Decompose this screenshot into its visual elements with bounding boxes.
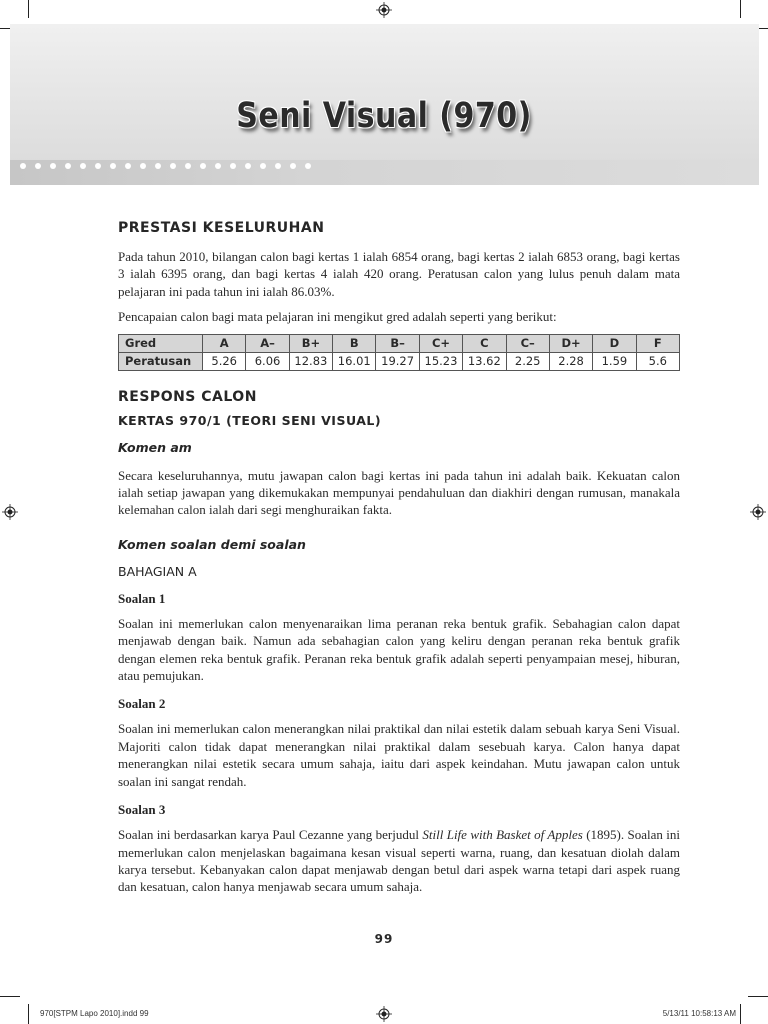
grade-cell: D xyxy=(593,334,636,352)
crop-mark xyxy=(740,0,741,18)
percentage-cell: 5.26 xyxy=(203,352,246,370)
percentage-row xyxy=(119,352,680,370)
grade-cell: C– xyxy=(506,334,549,352)
percentage-cell: 1.59 xyxy=(593,352,636,370)
paragraph-overview: Pada tahun 2010, bilangan calon bagi kertas 1 ialah 6854 orang, bagi kertas 2 ialah 6853 orang, bagi kertas 3 ialah 6395 orang, dan bagi kertas 4 ialah 420 orang. Peratusan calon yang lulus penuh dalam mata pelajaran ini pada tahun ini ialah 86.03%. xyxy=(118,249,680,299)
percentage-cell: 15.23 xyxy=(419,352,462,370)
grade-cell: C xyxy=(463,334,506,352)
percentage-cell: 5.6 xyxy=(636,352,679,370)
soalan-3-heading: Soalan 3 xyxy=(118,802,166,818)
crop-mark xyxy=(28,1004,29,1024)
percentage-cell: 12.83 xyxy=(289,352,332,370)
soalan-3-text-pre: Soalan ini berdasarkan karya Paul Cezanne yang berjudul xyxy=(118,827,423,843)
percentage-cell: 2.28 xyxy=(549,352,592,370)
crop-mark xyxy=(740,1004,741,1024)
slug-filename: 970[STPM Lapo 2010].indd 99 xyxy=(40,1009,149,1018)
grade-cell: B+ xyxy=(289,334,332,352)
soalan-3-text-post: (1895). Soalan ini memerlukan calon menjelaskan bagaimana kesan visual seperti warna, ruang, dan kesatuan diolah dalam karya tersebut. Kebanyakan calon dapat menjawab dengan betul dari aspek warna tetapi dari aspek ruang dan kesatuan, calon hanya menjawab secara umum sahaja. xyxy=(118,827,681,895)
crop-mark xyxy=(748,996,768,997)
grade-cell: A– xyxy=(246,334,289,352)
komen-am-heading: Komen am xyxy=(118,439,192,455)
paper-subheading: KERTAS 970/1 (TEORI SENI VISUAL) xyxy=(118,412,382,428)
crop-mark xyxy=(0,996,20,997)
page-number: 99 xyxy=(374,932,394,946)
grade-cell: F xyxy=(636,334,679,352)
registration-mark-icon xyxy=(750,504,766,520)
percentage-cell: 13.62 xyxy=(463,352,506,370)
slug-timestamp: 5/13/11 10:58:13 AM xyxy=(662,1009,736,1018)
grade-row xyxy=(119,334,680,352)
paragraph-soalan-2: Soalan ini memerlukan calon menerangkan nilai praktikal dan nilai estetik dalam sebuah karya Seni Visual. Majoriti calon tidak dapat menerangkan nilai praktikal dalam sesebuah karya. Calon hanya dapat menerangkan nilai estetik secara umum sahaja, iaitu dari aspek keindahan. Mutu jawapan calon untuk soalan ini sangat rendah. xyxy=(118,721,680,789)
grade-table xyxy=(118,334,680,371)
grade-cell: A xyxy=(203,334,246,352)
percentage-cell: 2.25 xyxy=(506,352,549,370)
registration-mark-icon xyxy=(2,504,18,520)
crop-mark xyxy=(28,0,29,18)
grade-cell: D+ xyxy=(549,334,592,352)
percentage-row-label: Peratusan xyxy=(119,352,203,370)
grade-cell: B– xyxy=(376,334,419,352)
artwork-title: Still Life with Basket of Apples xyxy=(422,827,583,843)
paragraph-komen-am: Secara keseluruhannya, mutu jawapan calon bagi kertas ini pada tahun ini adalah baik. Kekuatan calon ialah setiap jawapan yang dikemukakan mempunyai pendahuluan dan diakhiri dengan rumusan, manakala kelemahan calon ialah dari segi menghuraikan fakta. xyxy=(118,467,680,518)
registration-mark-icon xyxy=(376,1006,392,1022)
main-content xyxy=(118,220,680,896)
banner-dots xyxy=(20,163,311,169)
percentage-cell: 16.01 xyxy=(333,352,376,370)
grade-cell: C+ xyxy=(419,334,462,352)
registration-mark-icon xyxy=(376,2,392,18)
section-heading-prestasi: PRESTASI KESELURUHAN xyxy=(118,220,325,236)
soalan-1-heading: Soalan 1 xyxy=(118,590,166,606)
bahagian-heading: BAHAGIAN A xyxy=(118,563,197,579)
soalan-2-heading: Soalan 2 xyxy=(118,696,166,712)
page-title: Seni Visual (970) xyxy=(236,96,532,136)
percentage-cell: 19.27 xyxy=(376,352,419,370)
section-heading-respons: RESPONS CALON xyxy=(118,388,257,405)
paragraph-soalan-1: Soalan ini memerlukan calon menyenaraikan lima peranan reka bentuk grafik. Sebahagian calon dapat menjawab dengan baik. Namun ada sebahagian calon yang keliru dengan peranan reka bentuk grafik dengan elemen reka bentuk grafik. Peranan reka bentuk grafik adalah seperti penyampaian mesej, hiburan, atau pemujukan. xyxy=(118,615,680,684)
percentage-cell: 6.06 xyxy=(246,352,289,370)
paragraph-grade-intro: Pencapaian calon bagi mata pelajaran ini mengikut gred adalah seperti yang berikut: xyxy=(118,309,557,325)
grade-row-label: Gred xyxy=(119,334,203,352)
grade-cell: B xyxy=(333,334,376,352)
komen-soalan-heading: Komen soalan demi soalan xyxy=(118,536,306,552)
paragraph-soalan-3 xyxy=(118,826,680,896)
